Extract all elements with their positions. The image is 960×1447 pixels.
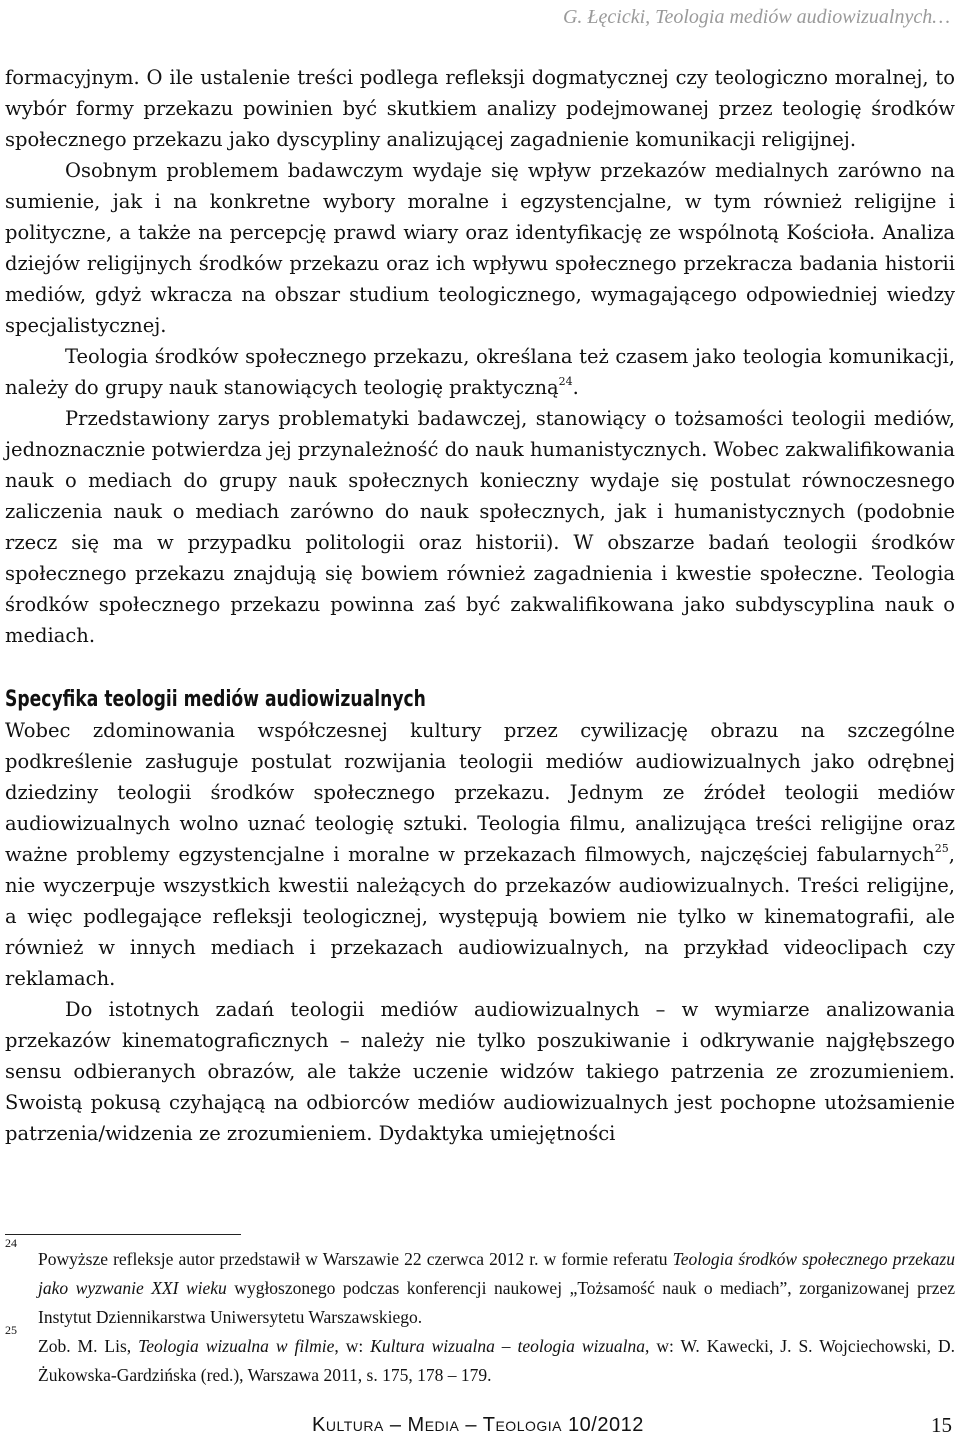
footnote-text: , w: [334,1336,371,1356]
paragraph-1: formacyjnym. O ile ustalenie treści podlega refleksji dogmatycznej czy teologiczno moralnej, to wybór formy przekazu powinien być skutkiem analizy podejmowanej przez teologię środków społecznego przekazu jako dyscypliny analizującej zagadnienie komunikacji religijnej. [5,66,955,151]
footnote-title: Kultura wizualna – teologia wizualna [370,1336,646,1356]
footnote-ref-24[interactable]: 24 [558,375,573,388]
footnote-number: 24 [5,1236,17,1250]
footnote-title: Teologia wizualna w filmie [138,1336,335,1356]
footnote-text: Powyższe refleksje autor przedstawił w Warszawie 22 czerwca 2012 r. w formie referatu [38,1249,673,1269]
paragraph-5-text-a: Wobec zdominowania współczesnej kultury przez cywilizację obrazu na szczególne podkreślenie zasługuje postulat rozwijania teologii mediów audiowizualnych jako odrębnej dziedziny teologii środków społecznego przekazu. Jednym ze źródeł teologii mediów audiowizualnych wolno uznać teologię sztuki. Teologia filmu, analizująca treści religijne oraz ważne problemy egzystencjalne i moralne w przekazach filmowych, najczęściej fabularnych [5,719,955,866]
footnote-25 [5,1323,955,1390]
journal-footer: Kultura – Media – Teologia 10/2012 [312,1414,644,1436]
section-heading: Specyfika teologii mediów audiowizualnych [5,687,426,712]
footnote-number: 25 [5,1323,17,1337]
paragraph-4: Przedstawiony zarys problematyki badawczej, stanowiący o tożsamości teologii mediów, jednoznacznie potwierdza jej przynależność do nauk humanistycznych. Wobec zakwalifikowania nauk o mediach do grupy nauk społecznych konieczny wydaje się postulat równoczesnego zaliczenia nauk o mediach zarówno do nauk społecznych, jak i humanistycznych (podobnie rzecz się ma w przypadku politologii oraz historii). W obszarze badań teologii środków społecznego przekazu znajdują się bowiem również zagadnienia i kwestie społeczne. Teologia środków społecznego przekazu powinna zaś być zakwalifikowana jako subdyscyplina nauk o mediach. [5,407,955,647]
paragraph-3-end: . [572,376,579,399]
paragraph-5-text-b: , nie wyczerpuje wszystkich kwestii należących do przekazów audiowizualnych. Treści religijne, a więc podlegające refleksji teologicznej, występują bowiem nie tylko w kinematografii, ale również w innych mediach i przekazach audiowizualnych, na przykład videoclipach czy reklamach. [5,843,955,990]
paragraph-3-text: Teologia środków społecznego przekazu, określana też czasem jako teologia komunikacji, należy do grupy nauk stanowiących teologię praktyczną [5,345,955,399]
paragraph-6: Do istotnych zadań teologii mediów audiowizualnych – w wymiarze analizowania przekazów kinematograficznych – należy nie tylko poszukiwanie i odkrywanie najgłębszego sensu odbieranych obrazów, ale także uczenie widzów takiego patrzenia ze zrozumieniem. Swoistą pokusą czyhającą na odbiorców mediów audiowizualnych jest pochopne utożsamienie patrzenia/widzenia ze zrozumieniem. Dydaktyka umiejętności [5,998,955,1145]
page-number: 15 [931,1413,952,1437]
footnote-separator [5,1234,241,1235]
running-head: G. Łęcicki, Teologia mediów audiowizualnych… [562,6,950,28]
footnote-title: Teologia środków społecznego przekazu jako wyzwanie XXI wieku [38,1249,955,1298]
paragraph-5 [5,715,955,994]
main-text [5,62,955,1149]
footnotes [5,1236,955,1390]
footnote-text: , w: W. Kawecki, J. S. Wojciechowski, D. Żukowska-Gardzińska (red.), Warszawa 2011, s. 175, 178 – 179. [38,1336,955,1385]
paragraph-3 [5,341,955,403]
footnote-text: Zob. M. Lis, [38,1336,139,1356]
footnote-text: wygłoszonego podczas konferencji naukowej „Tożsamość nauk o mediach”, zorganizowanej przez Instytut Dziennikarstwa Uniwersytetu Warszawskiego. [38,1278,955,1327]
footnote-24 [5,1236,955,1332]
paragraph-2: Osobnym problemem badawczym wydaje się wpływ przekazów medialnych zarówno na sumienie, jak i na konkretne wybory moralne i egzystencjalne, w tym również religijne i polityczne, a także na percepcję prawd wiary oraz identyfikację ze wspólnotą Kościoła. Analiza dziejów religijnych środków przekazu oraz ich wpływu społecznego przekracza badania historii mediów, gdyż wkracza na obszar studium teologicznego, wymagającego odpowiedniej wiedzy specjalistycznej. [5,159,955,337]
footnote-ref-25[interactable]: 25 [934,842,949,855]
